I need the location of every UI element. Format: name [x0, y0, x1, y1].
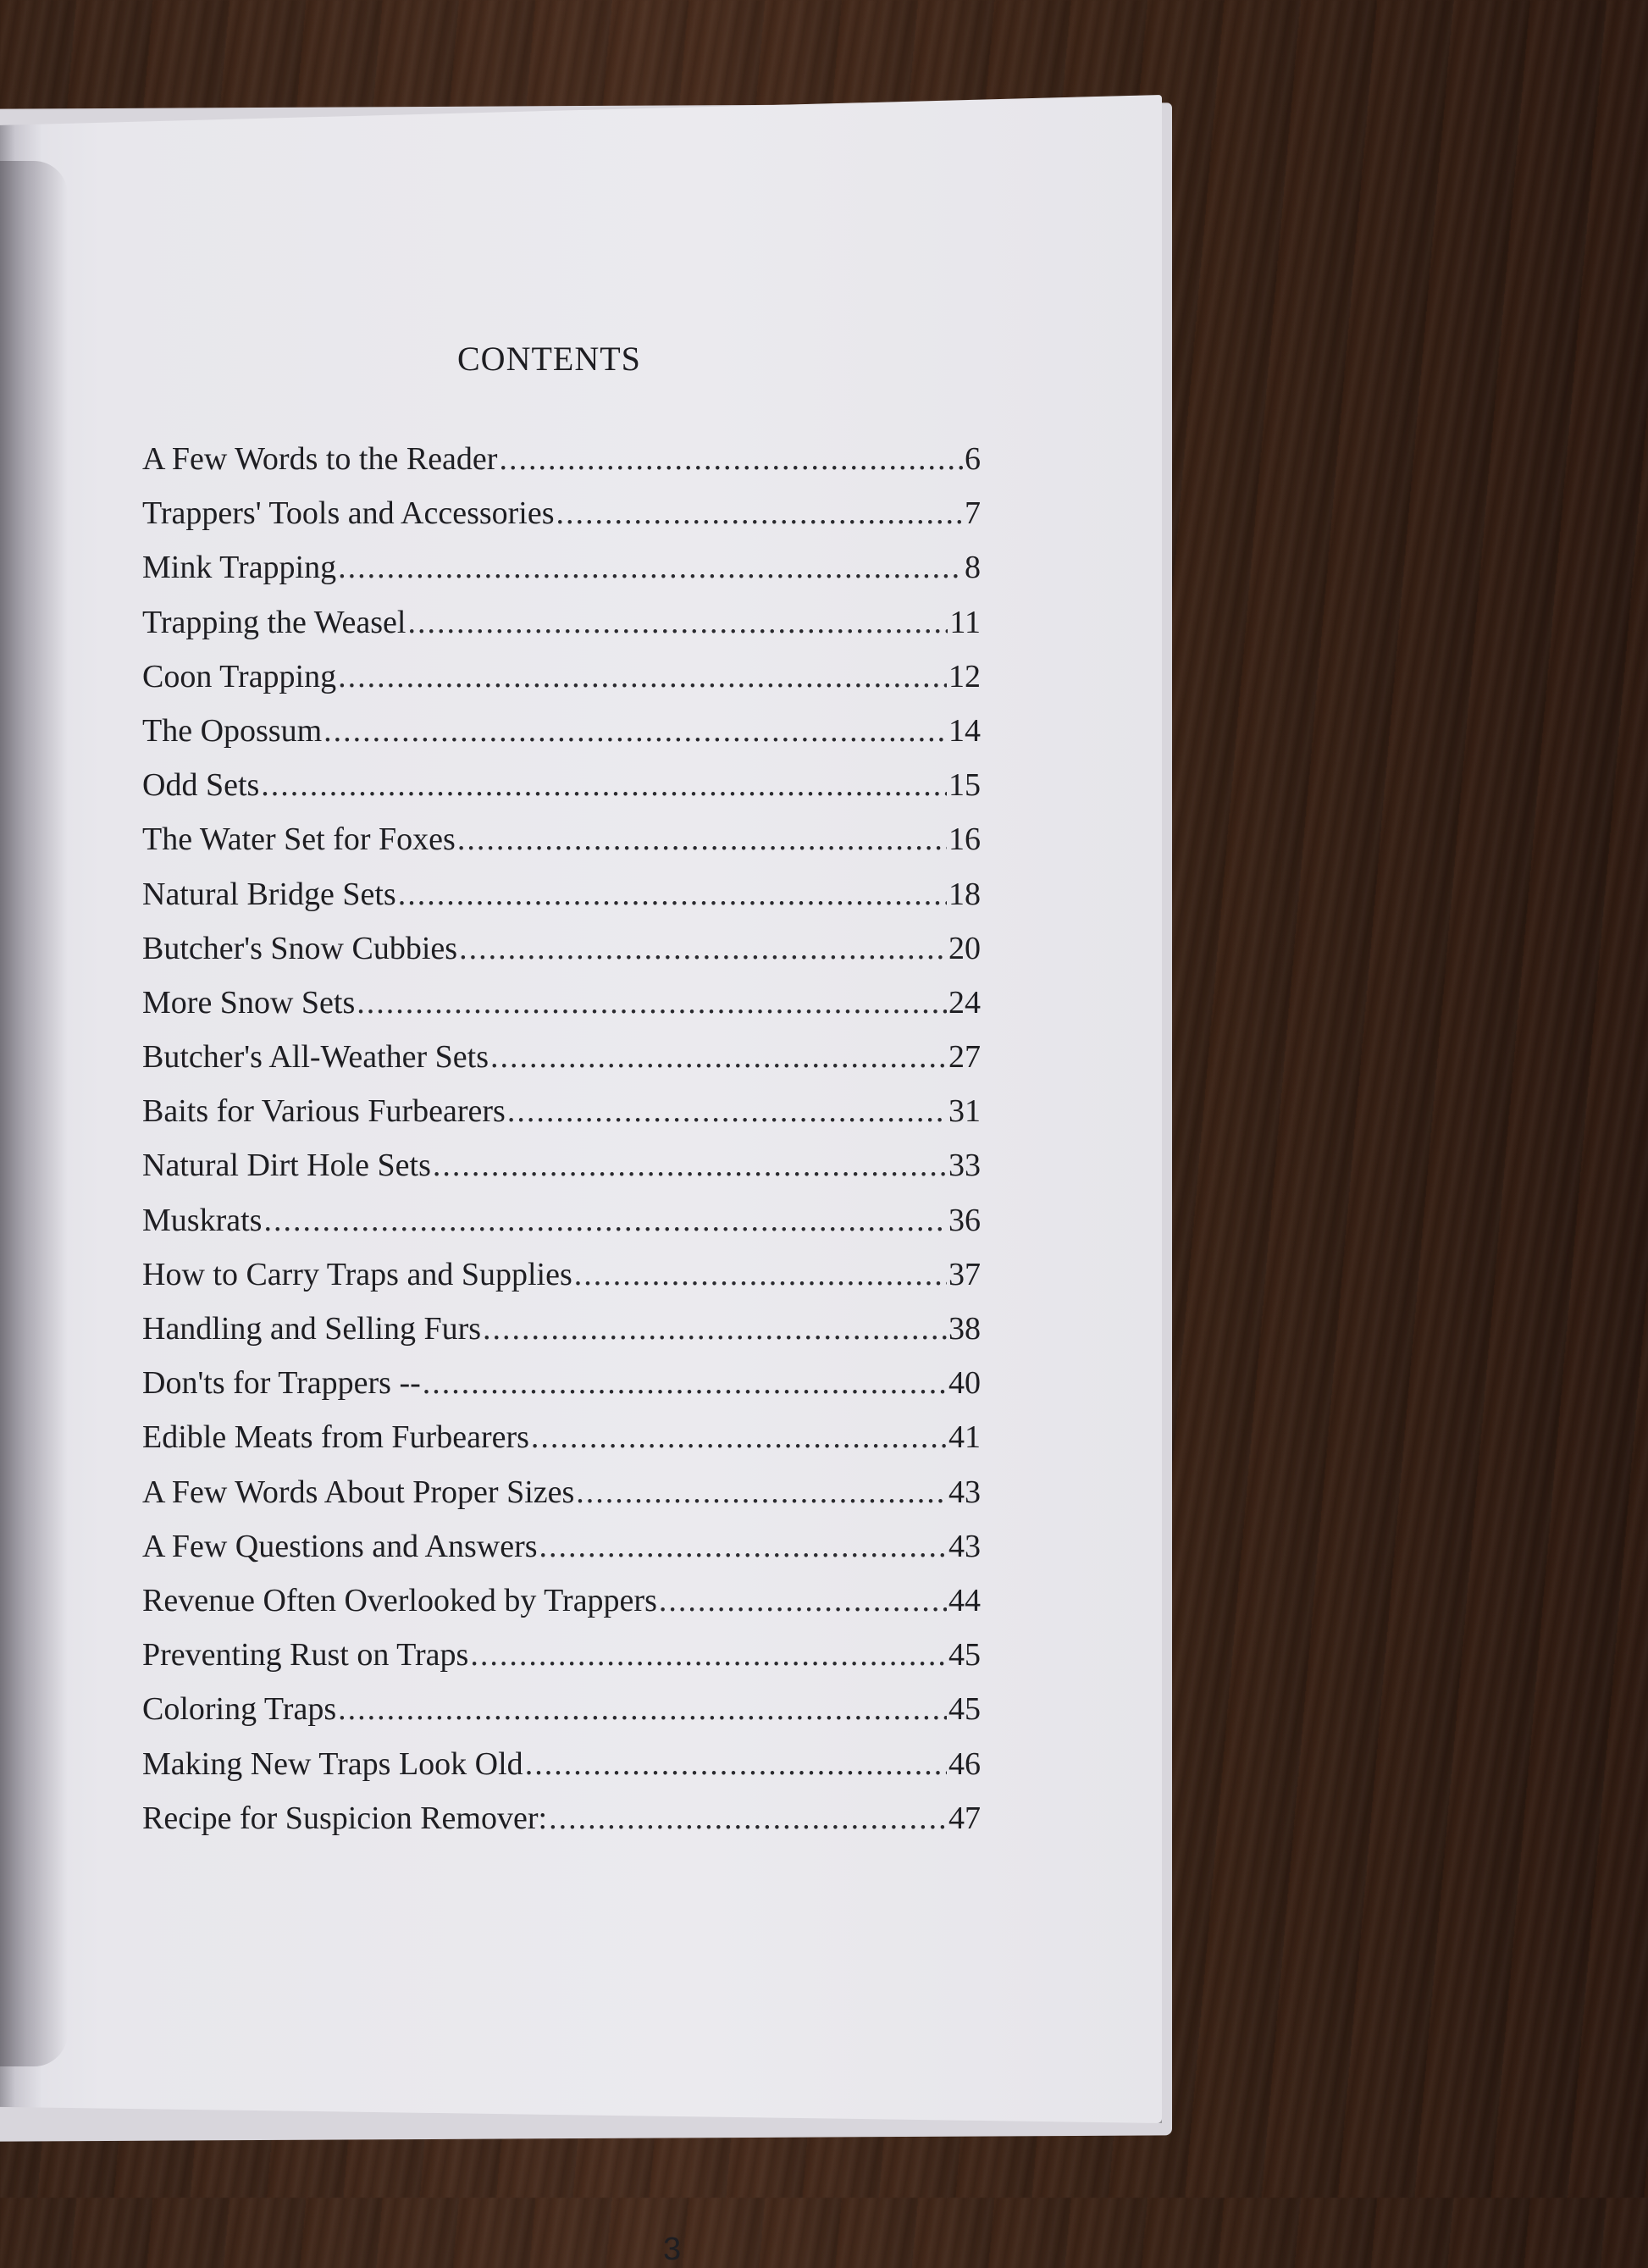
toc-entry-title: Recipe for Suspicion Remover:: [142, 1800, 548, 1836]
toc-entry-title: Trapping the Weasel: [142, 604, 406, 640]
toc-entry-title: Odd Sets: [142, 767, 260, 804]
toc-entry: [142, 1737, 981, 1791]
toc-dot-leader: [261, 758, 947, 812]
toc-entry-title: Natural Bridge Sets: [142, 876, 396, 912]
toc-entry: [142, 921, 981, 976]
toc-dot-leader: [263, 1193, 947, 1247]
toc-dot-leader: [539, 1519, 947, 1574]
toc-entry-page: 24: [948, 984, 981, 1021]
table-of-contents-list: [142, 432, 981, 1845]
toc-entry-title: Muskrats: [142, 1202, 263, 1238]
toc-dot-leader: [459, 921, 947, 976]
toc-entry-page: 43: [948, 1474, 981, 1510]
toc-entry-title: Edible Meats from Furbearers: [142, 1419, 529, 1456]
toc-entry-title: Butcher's Snow Cubbies: [142, 930, 458, 966]
toc-entry-page: 18: [948, 876, 981, 912]
toc-entry-title: Preventing Rust on Traps: [142, 1637, 469, 1673]
toc-dot-leader: [338, 540, 963, 595]
toc-entry-page: 15: [948, 767, 981, 804]
toc-entry-title: A Few Words About Proper Sizes: [142, 1474, 575, 1510]
toc-entry-page: 45: [948, 1691, 981, 1728]
book-spine-shadow: [0, 161, 68, 2066]
toc-dot-leader: [398, 867, 947, 921]
toc-entry-title: Mink Trapping: [142, 550, 337, 586]
toc-entry-page: 31: [948, 1093, 981, 1130]
toc-entry-page: 8: [965, 550, 981, 586]
toc-entry: [142, 1791, 981, 1845]
toc-entry-title: How to Carry Traps and Supplies: [142, 1256, 572, 1292]
toc-entry-page: 38: [948, 1311, 981, 1347]
toc-dot-leader: [490, 1030, 947, 1084]
toc-dot-leader: [507, 1084, 947, 1138]
toc-dot-leader: [357, 976, 947, 1030]
toc-entry-page: 43: [948, 1528, 981, 1564]
toc-entry: [142, 1138, 981, 1192]
toc-entry: [142, 432, 981, 486]
toc-entry: [142, 812, 981, 866]
toc-entry-title: Don'ts for Trappers --: [142, 1365, 421, 1402]
toc-entry-page: 11: [949, 604, 981, 640]
toc-dot-leader: [324, 704, 947, 758]
toc-dot-leader: [433, 1138, 947, 1192]
toc-entry-page: 12: [948, 658, 981, 694]
toc-dot-leader: [556, 486, 963, 540]
toc-entry: [142, 1410, 981, 1464]
toc-dot-leader: [576, 1465, 947, 1519]
toc-entry-title: Revenue Often Overlooked by Trappers: [142, 1582, 657, 1618]
toc-dot-leader: [423, 1356, 947, 1410]
toc-entry-page: 27: [948, 1039, 981, 1076]
toc-entry: [142, 1193, 981, 1247]
page-number: 3: [663, 2232, 682, 2267]
toc-entry-page: 36: [948, 1202, 981, 1238]
toc-dot-leader: [659, 1574, 947, 1628]
toc-dot-leader: [531, 1410, 947, 1464]
toc-entry: [142, 540, 981, 595]
toc-entry-title: Butcher's All-Weather Sets: [142, 1039, 489, 1076]
toc-dot-leader: [338, 650, 947, 704]
contents-heading: CONTENTS: [457, 340, 641, 378]
toc-entry: [142, 976, 981, 1030]
toc-entry: [142, 1519, 981, 1574]
toc-entry: [142, 1574, 981, 1628]
toc-entry-page: 7: [965, 495, 981, 532]
toc-dot-leader: [525, 1737, 947, 1791]
toc-entry: [142, 758, 981, 812]
toc-entry-title: The Opossum: [142, 712, 323, 749]
toc-entry: [142, 650, 981, 704]
toc-entry-title: Natural Dirt Hole Sets: [142, 1148, 431, 1184]
toc-entry-title: Handling and Selling Furs: [142, 1311, 482, 1347]
toc-entry: [142, 1030, 981, 1084]
toc-entry-title: Baits for Various Furbearers: [142, 1093, 506, 1130]
toc-entry: [142, 595, 981, 650]
toc-entry-page: 44: [948, 1582, 981, 1618]
toc-entry: [142, 1302, 981, 1356]
toc-entry-title: Coloring Traps: [142, 1691, 337, 1728]
toc-entry: [142, 1682, 981, 1736]
toc-entry-page: 14: [948, 712, 981, 749]
toc-dot-leader: [574, 1247, 947, 1302]
toc-entry: [142, 1084, 981, 1138]
toc-entry: [142, 1356, 981, 1410]
toc-entry-page: 46: [948, 1745, 981, 1782]
toc-entry-page: 6: [965, 441, 981, 477]
toc-entry-page: 20: [948, 930, 981, 966]
toc-dot-leader: [483, 1302, 947, 1356]
toc-entry-page: 16: [948, 821, 981, 858]
toc-entry: [142, 867, 981, 921]
toc-entry-title: Making New Traps Look Old: [142, 1745, 523, 1782]
toc-entry-title: The Water Set for Foxes: [142, 821, 456, 858]
toc-entry-page: 41: [948, 1419, 981, 1456]
toc-entry-page: 33: [948, 1148, 981, 1184]
toc-dot-leader: [470, 1628, 947, 1682]
toc-entry-title: Coon Trapping: [142, 658, 337, 694]
toc-entry-page: 37: [948, 1256, 981, 1292]
toc-entry: [142, 1247, 981, 1302]
toc-entry-title: Trappers' Tools and Accessories: [142, 495, 555, 532]
toc-entry-title: A Few Questions and Answers: [142, 1528, 538, 1564]
toc-entry-title: A Few Words to the Reader: [142, 441, 498, 477]
toc-entry-page: 45: [948, 1637, 981, 1673]
toc-entry: [142, 1628, 981, 1682]
toc-dot-leader: [499, 432, 963, 486]
toc-dot-leader: [457, 812, 947, 866]
toc-dot-leader: [407, 595, 948, 650]
toc-entry-page: 47: [948, 1800, 981, 1836]
toc-entry-title: More Snow Sets: [142, 984, 356, 1021]
toc-entry: [142, 1465, 981, 1519]
toc-entry-page: 40: [948, 1365, 981, 1402]
toc-entry: [142, 704, 981, 758]
toc-entry: [142, 486, 981, 540]
toc-dot-leader: [338, 1682, 947, 1736]
toc-dot-leader: [549, 1791, 947, 1845]
